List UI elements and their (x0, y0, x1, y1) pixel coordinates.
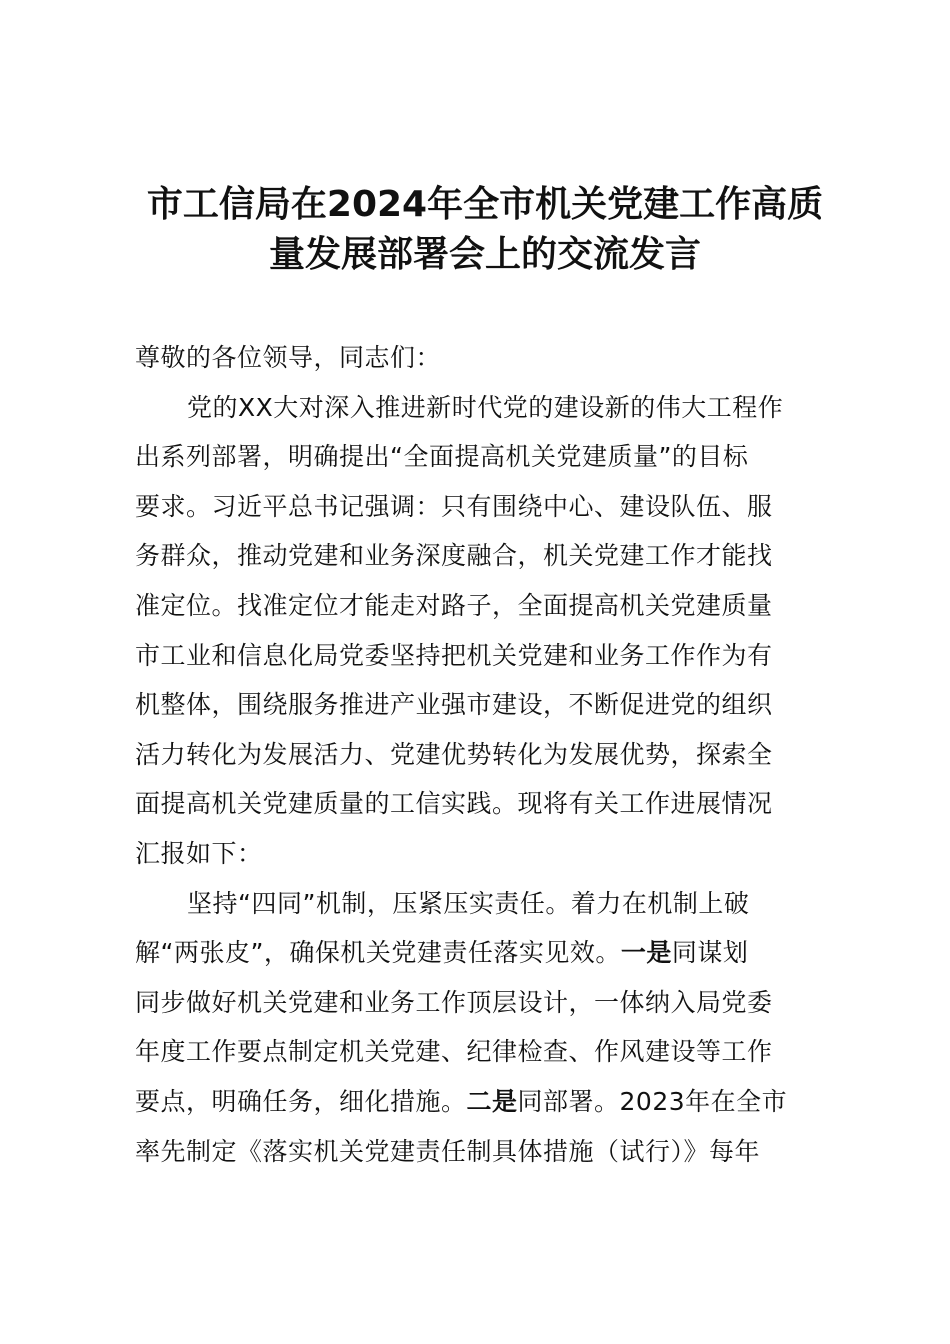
paragraph-line: 务群众，推动党建和业务深度融合，机关党建工作才能找 (135, 541, 773, 571)
paragraph-line: 汇报如下： (135, 838, 263, 868)
paragraph-line (135, 1077, 835, 1127)
paragraph-line: 准定位。找准定位才能走对路子，全面提高机关党建质量 (135, 590, 773, 620)
paragraph-line: 率先制定《落实机关党建责任制具体措施（试行）》每年 (135, 1136, 761, 1166)
document-body (135, 333, 835, 1176)
document-title (120, 180, 850, 280)
paragraph-line: 年度工作要点制定机关党建、纪律检查、作风建设等工作 (135, 1037, 773, 1067)
salutation: 尊敬的各位领导，同志们： (135, 343, 442, 372)
paragraph-line: 市工业和信息化局党委坚持把机关党建和业务工作作为有 (135, 640, 773, 670)
bold-marker-first: 一是 (620, 938, 672, 968)
text-run: 要点，明确任务，细化措施。 (135, 1086, 467, 1116)
title-line-1: 市工信局在2024年全市机关党建工作高质 (146, 184, 824, 225)
paragraph-line: 出系列部署，明确提出“全面提高机关党建质量”的目标 (135, 442, 749, 472)
title-line-2: 量发展部署会上的交流发言 (268, 234, 701, 275)
paragraph-line: 同步做好机关党建和业务工作顶层设计，一体纳入局党委 (135, 987, 773, 1017)
paragraph-line: 活力转化为发展活力、党建优势转化为发展优势，探索全 (135, 739, 773, 769)
paragraph-line: 坚持“四同”机制，压紧压实责任。着力在机制上破 (187, 888, 750, 918)
paragraph-mechanism (135, 879, 835, 1177)
paragraph-line: 党的XX大对深入推进新时代党的建设新的伟大工程作 (187, 392, 784, 422)
text-run: 同部署。2023年在全市 (517, 1086, 788, 1116)
text-run: 同谋划 (671, 938, 749, 968)
paragraph-line: 要求。习近平总书记强调：只有围绕中心、建设队伍、服 (135, 491, 773, 521)
paragraph-line: 机整体，围绕服务推进产业强市建设，不断促进党的组织 (135, 690, 773, 720)
bold-marker-second: 二是 (466, 1086, 518, 1116)
paragraph-intro (135, 383, 835, 879)
text-run: 解“两张皮”，确保机关党建责任落实见效。 (135, 938, 621, 968)
paragraph-line: 面提高机关党建质量的工信实践。现将有关工作进展情况 (135, 789, 773, 819)
paragraph-line (135, 928, 835, 978)
